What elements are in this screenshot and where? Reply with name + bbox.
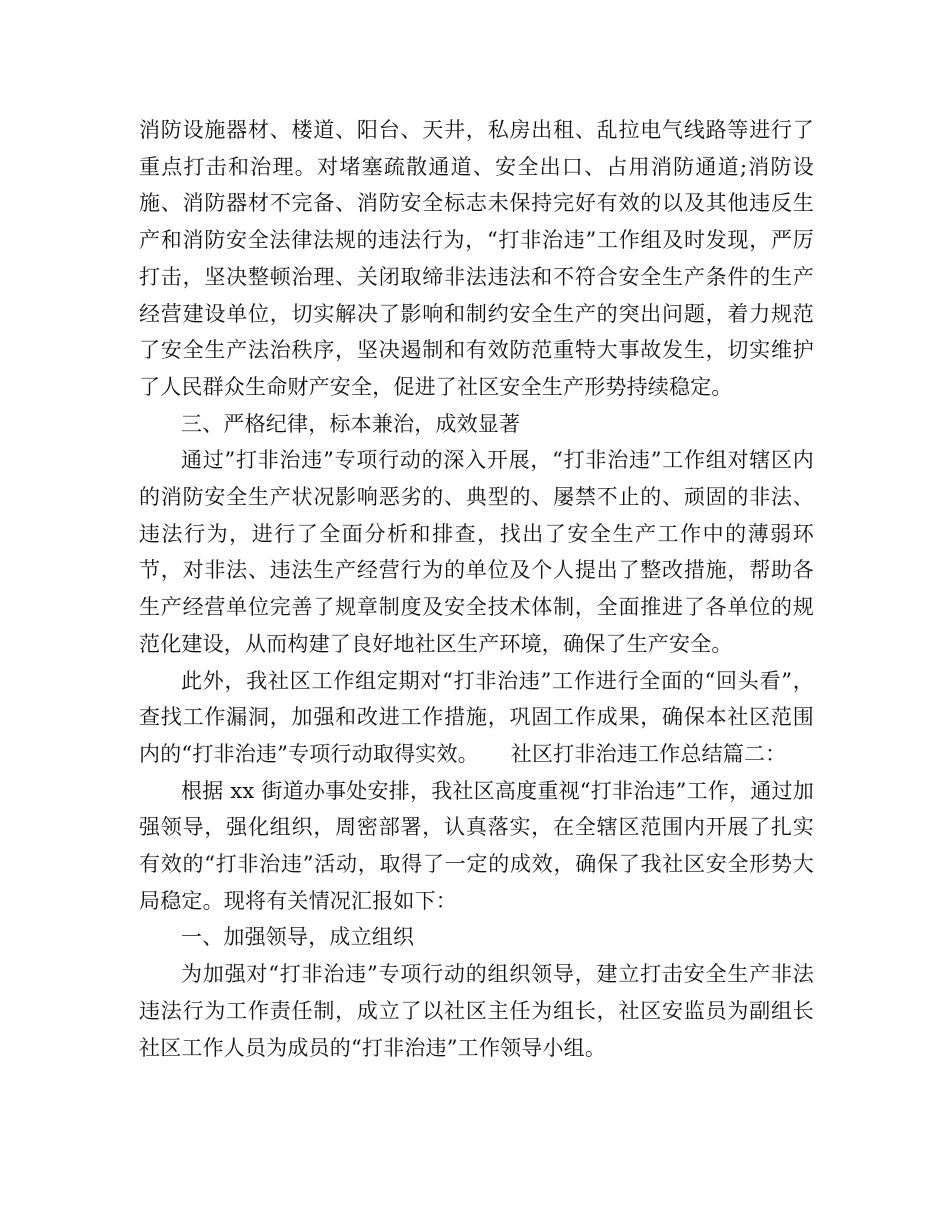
paragraph-review: 此外，我社区工作组定期对“打非治违”工作进行全面的“回头看”，查找工作漏洞，加强和改进工作措施，巩固工作成果，确保本社区范围内的“打非治违”专项行动取得实效。 社区打非治违工作总结篇二： xyxy=(139,668,814,766)
document-page xyxy=(139,112,814,1066)
paragraph-summary-two-intro: 根据 xx 街道办事处安排，我社区高度重视“打非治违”工作，通过加强领导，强化组织，周密部署，认真落实，在全辖区范围内开展了扎实有效的“打非治违”活动，取得了一定的成效，确保了我社区安全形势大局稳定。现将有关情况汇报如下： xyxy=(139,778,814,913)
paragraph-enforcement-continued: 消防设施器材、楼道、阳台、天井，私房出租、乱拉电气线路等进行了重点打击和治理。对堵塞疏散通道、安全出口、占用消防通道;消防设施、消防器材不完备、消防安全标志未保持完好有效的以及其他违反生产和消防安全法律法规的违法行为，“打非治违”工作组及时发现，严厉打击，坚决整顿治理、关闭取缔非法违法和不符合安全生产条件的生产经营建设单位，切实解决了影响和制约安全生产的突出问题，着力规范了安全生产法治秩序，坚决遏制和有效防范重特大事故发生，切实维护了人民群众生命财产安全，促进了社区安全生产形势持续稳定。 xyxy=(139,118,814,399)
paragraph-results: 通过”打非治违”专项行动的深入开展，“打非治违”工作组对辖区内的消防安全生产状况影响恶劣的、典型的、屡禁不止的、顽固的非法、违法行为，进行了全面分析和排查，找出了安全生产工作中的薄弱环节，对非法、违法生产经营行为的单位及个人提出了整改措施，帮助各生产经营单位完善了规章制度及安全技术体制，全面推进了各单位的规范化建设，从而构建了良好地社区生产环境，确保了生产安全。 xyxy=(139,448,814,656)
section-heading-3: 三、严格纪律，标本兼治，成效显著 xyxy=(181,411,521,436)
paragraph-leadership-group: 为加强对“打非治违”专项行动的组织领导，建立打击安全生产非法违法行为工作责任制，成立了以社区主任为组长，社区安监员为副组长社区工作人员为成员的“打非治违”工作领导小组。 xyxy=(139,962,814,1060)
section-heading-1: 一、加强领导，成立组织 xyxy=(181,925,415,950)
